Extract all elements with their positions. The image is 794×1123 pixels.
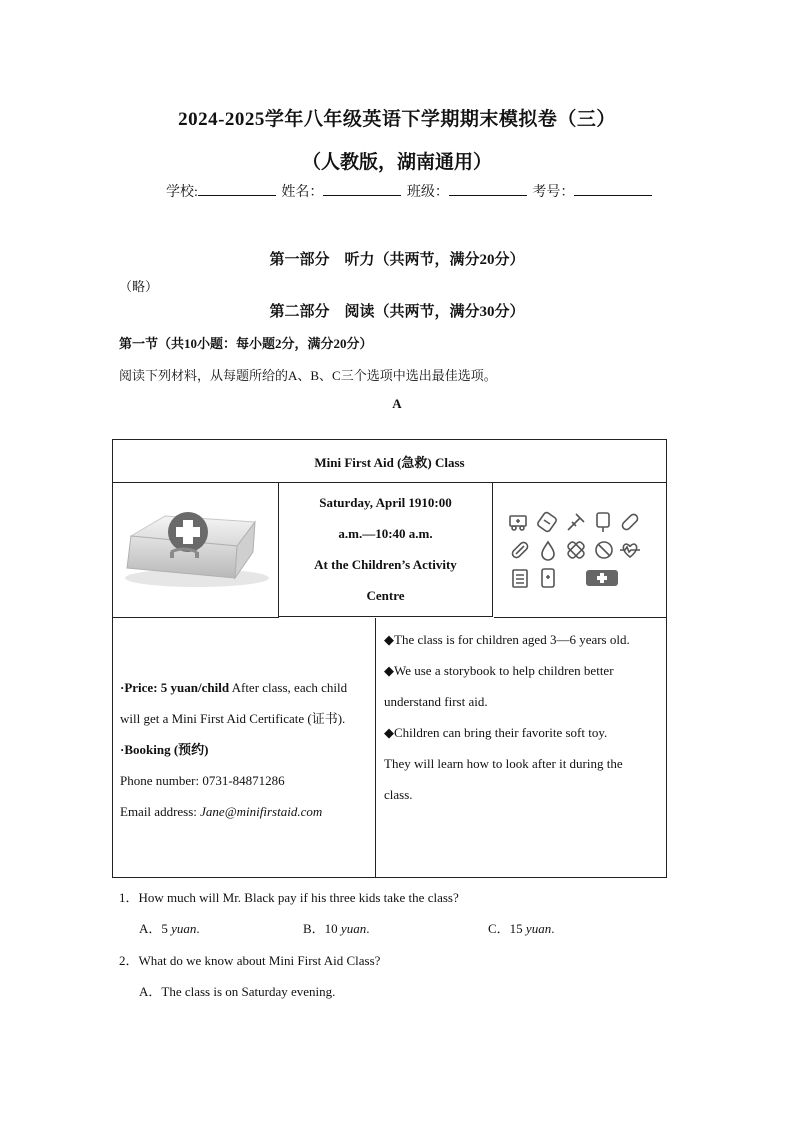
ambulance-icon [510,516,526,530]
class-place-1: At the Children’s Activity [314,557,457,572]
school-blank[interactable] [198,183,276,196]
part1-omitted: （略） [119,279,159,294]
pill-capsule-icon [511,541,529,559]
plaster-icon [567,541,585,559]
price-text: After class, each child [229,680,348,695]
school-label: 学校: [166,185,198,200]
medical-icons-grid [494,482,666,618]
student-info-line [166,181,654,201]
exam-no-blank[interactable] [574,183,652,196]
name-label: 姓名： [281,185,324,200]
phone-number: Phone number: 0731-84871286 [120,773,285,788]
certificate-line: will get a Mini First Aid Certificate (证书). [120,711,346,726]
heartbeat-icon [620,544,640,557]
blood-drop-icon [542,542,554,560]
booking-label: ·Booking (预约) [120,742,209,757]
class-details-cell [377,618,666,877]
question-2: 2．What do we know about Mini First Aid Class? [119,953,381,968]
iv-bag-icon [597,513,609,532]
detail-age: ◆The class is for children aged 3—6 years old. [384,632,630,647]
exam-no-label: 考号： [532,185,575,200]
ad-table [112,439,667,878]
clipboard-icon [513,570,527,587]
exam-subtitle: （人教版，湖南通用） [301,152,492,173]
passage-label: A [392,396,402,411]
email-line [120,796,375,827]
ad-title: Mini First Aid (急救) Class [113,440,666,483]
pill-icon [621,513,639,531]
class-blank[interactable] [449,183,527,196]
first-aid-kit-icon [113,482,278,617]
q1-option-c[interactable]: C．15 yuan. [488,921,555,936]
question-1: 1．How much will Mr. Black pay if his three kids take the class? [119,890,459,905]
phone-icon [542,569,554,587]
class-time: a.m.—10:40 a.m. [338,526,433,541]
price-line [120,672,375,703]
detail-storybook-1: ◆We use a storybook to help children better [384,663,614,678]
reading-instruction: 阅读下列材料，从每题所给的A、B、C三个选项中选出最佳选项。 [119,368,497,383]
class-label: 班级： [406,185,449,200]
syringe-icon [568,514,584,530]
detail-toy-3: class. [384,787,413,802]
q1-option-a[interactable]: A．5 yuan. [139,921,200,936]
name-blank[interactable] [323,183,401,196]
part1-heading: 第一部分 听力（共两节，满分20分） [269,252,525,268]
bandage-icon [537,511,558,532]
price-booking-cell [113,618,376,877]
section1-heading: 第一节（共10小题：每小题2分，满分20分） [119,336,373,351]
detail-storybook-2: understand first aid. [384,694,488,709]
detail-toy-2: They will learn how to look after it during the [384,756,623,771]
detail-toy-1: ◆Children can bring their favorite soft toy. [384,725,608,740]
class-time-place [279,482,493,617]
first-aid-kit-image [113,482,279,618]
first-aid-box-icon [586,570,618,586]
exam-title: 2024-2025学年八年级英语下学期期末模拟卷（三） [178,109,616,130]
email-label: Email address: [120,804,201,819]
part2-heading: 第二部分 阅读（共两节，满分30分） [269,304,525,320]
q1-option-b[interactable]: B．10 yuan. [303,921,370,936]
class-place-2: Centre [366,588,405,603]
no-drugs-icon [596,542,612,558]
price-label: ·Price: 5 yuan/child [120,680,230,695]
class-date: Saturday, April 1910:00 [319,495,452,510]
email-address: Jane@minifirstaid.com [200,804,323,819]
q2-option-a[interactable]: A．The class is on Saturday evening. [139,984,336,999]
